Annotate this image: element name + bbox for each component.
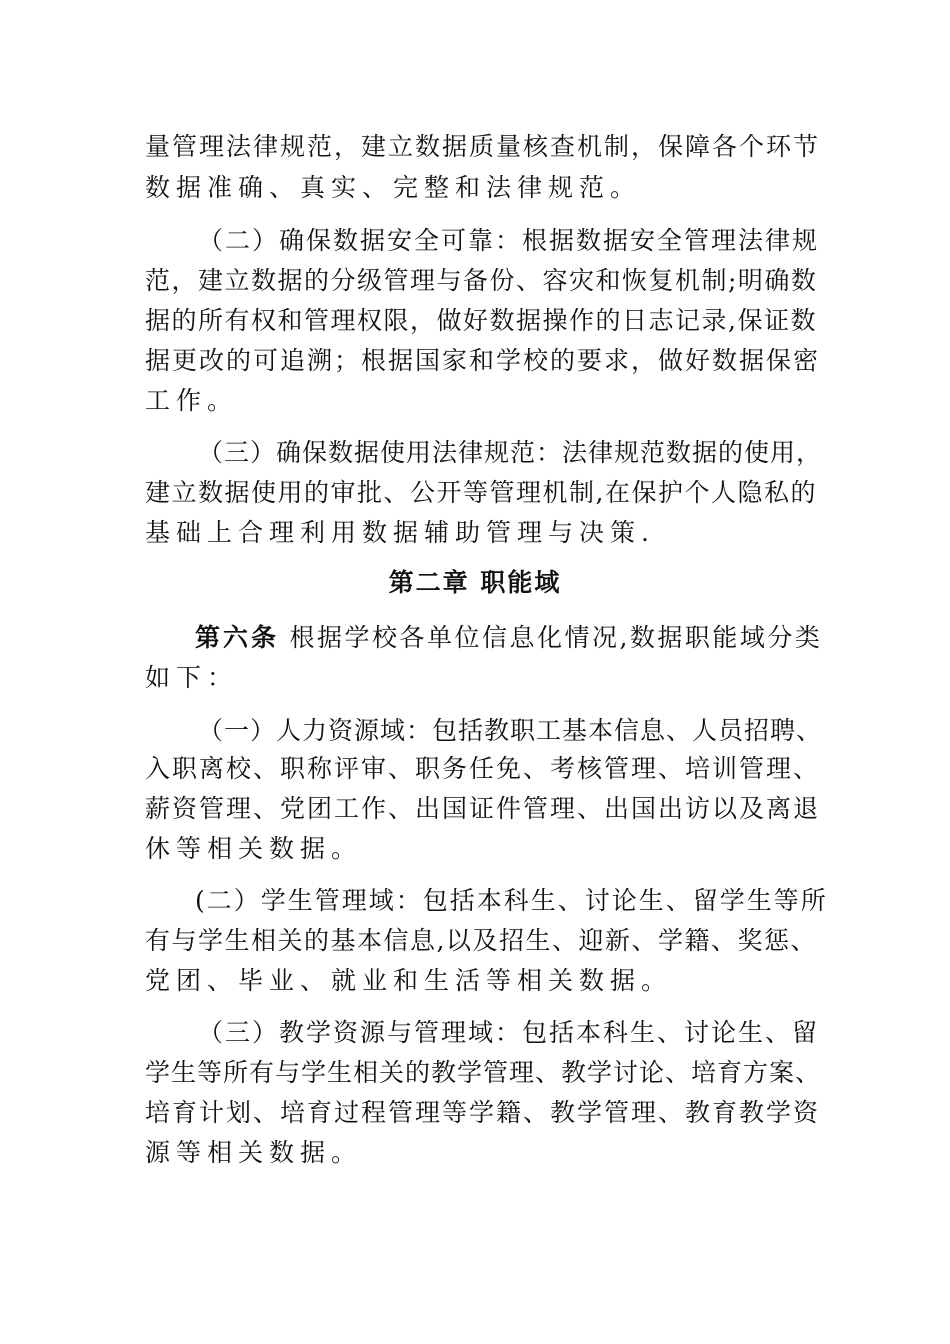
text-line: 如下： <box>145 663 239 692</box>
text-line: （一）人力资源域：包括教职工基本信息、人员招聘、 <box>198 716 823 745</box>
article-text: 根据学校各单位信息化情况,数据职能域分类 <box>279 623 823 652</box>
text-line: 量管理法律规范，建立数据质量核查机制，保障各个环节 <box>145 132 821 161</box>
text-line: （三）确保数据使用法律规范：法律规范数据的使用， <box>198 438 823 467</box>
text-line: 薪资管理、党团工作、出国证件管理、出国出访以及离退 <box>145 794 821 823</box>
text-line: 培育计划、培育过程管理等学籍、教学管理、教育教学资 <box>145 1098 821 1127</box>
text-line: 休等相关数据。 <box>145 834 363 863</box>
text-line: 建立数据使用的审批、公开等管理机制,在保护个人隐私的 <box>145 478 817 507</box>
text-line: 数据准确、真实、完整和法律规范。 <box>145 173 642 202</box>
text-line: 范，建立数据的分级管理与备份、容灾和恢复机制;明确数 <box>145 266 818 295</box>
text-line: 学生等所有与学生相关的教学管理、教学讨论、培育方案、 <box>145 1058 822 1087</box>
article-label: 第六条 <box>195 623 280 652</box>
text-line: （二）确保数据安全可靠：根据数据安全管理法律规 <box>198 226 820 255</box>
article-line <box>195 621 822 655</box>
text-line: 基础上合理利用数据辅助管理与决策. <box>145 518 655 547</box>
text-line: (二）学生管理域：包括本科生、讨论生、留学生等所 <box>195 886 828 915</box>
text-line: 入职离校、职称评审、职务任免、考核管理、培训管理、 <box>145 754 821 783</box>
text-line: 工作。 <box>145 386 239 415</box>
chapter-heading: 第二章 职能域 <box>388 568 562 597</box>
text-line: 源等相关数据。 <box>145 1138 363 1167</box>
text-line: （三）教学资源与管理域：包括本科生、讨论生、留 <box>198 1018 820 1047</box>
text-line: 党团、毕业、就业和生活等相关数据。 <box>145 966 673 995</box>
text-line: 据的所有权和管理权限，做好数据操作的日志记录,保证数 <box>145 306 817 335</box>
text-line: 据更改的可追溯；根据国家和学校的要求，做好数据保密 <box>145 346 821 375</box>
text-line: 有与学生相关的基本信息,以及招生、迎新、学籍、奖惩、 <box>145 926 817 955</box>
